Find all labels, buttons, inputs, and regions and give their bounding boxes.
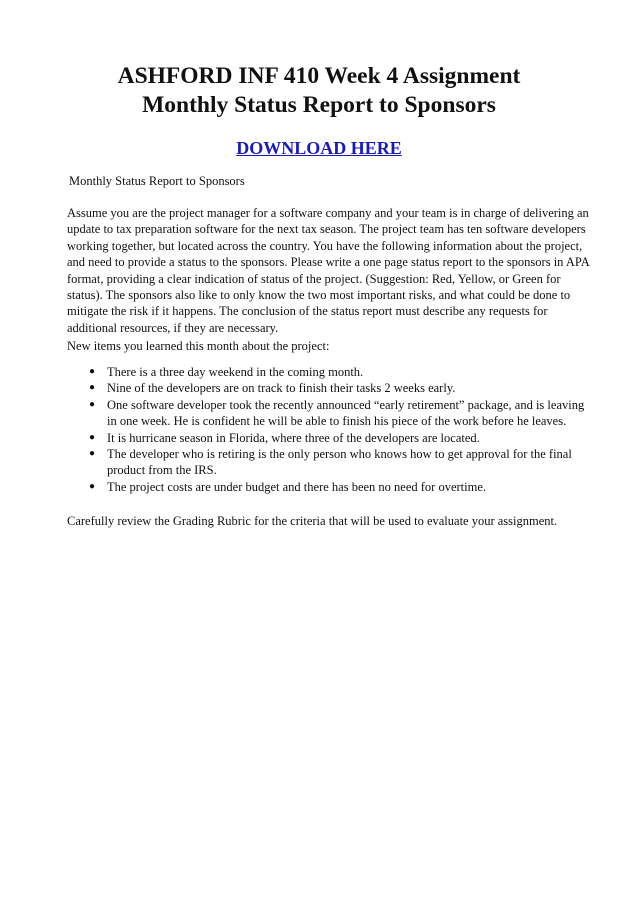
- document-title-line1: ASHFORD INF 410 Week 4 Assignment: [117, 63, 521, 89]
- new-items-heading: New items you learned this month about the project:: [67, 339, 330, 353]
- list-item: [67, 479, 597, 495]
- download-here-link[interactable]: DOWNLOAD HERE: [236, 138, 402, 158]
- list-item-text: There is a three day weekend in the coming month.: [107, 365, 364, 379]
- bullet-icon: ●: [89, 382, 96, 394]
- list-item: [67, 364, 597, 380]
- new-items-list: [67, 364, 597, 495]
- list-item-text: It is hurricane season in Florida, where three of the developers are located.: [107, 430, 480, 445]
- list-item-text: The project costs are under budget and there has been no need for overtime.: [107, 479, 487, 494]
- list-item-text: The developer who is retiring is the only person who knows how to get approval for the final product from the IRS.: [107, 447, 572, 478]
- bullet-icon: ●: [89, 431, 96, 443]
- bullet-icon: ●: [89, 480, 96, 492]
- intro-paragraph: Assume you are the project manager for a software company and your team is in charge of delivering an update to tax preparation software for the next tax season. The project team has ten software developers working together, but located across the country. You have the following information about the project, and need to provide a status to the sponsors. Please write a one page status report to the sponsors in APA format, providing a clear indication of status of the project. (Suggestion: Red, Yellow, or Green for status). The sponsors also like to only know the two most important risks, and what could be done to mitigate the risk if it happens. The conclusion of the status report must describe any requests for additional resources, if they are necessary.: [67, 206, 590, 335]
- list-item: [67, 397, 597, 430]
- download-link-container: [0, 137, 638, 159]
- bullet-icon: ●: [89, 398, 96, 410]
- bullet-icon: ●: [89, 448, 96, 460]
- list-item-text: Nine of the developers are on track to finish their tasks 2 weeks early.: [107, 381, 456, 396]
- list-item-text: One software developer took the recently announced “early retirement” package, and is leaving in one week. He is confident he will be able to finish his piece of the work before he leaves.: [107, 397, 585, 429]
- document-subtitle: Monthly Status Report to Sponsors: [69, 174, 245, 188]
- document-title-line2: Monthly Status Report to Sponsors: [142, 92, 496, 118]
- list-item: [67, 380, 597, 396]
- closing-paragraph: Carefully review the Grading Rubric for the criteria that will be used to evaluate your assignment.: [67, 514, 558, 528]
- list-item: [67, 430, 597, 446]
- bullet-icon: ●: [89, 366, 96, 377]
- list-item: [67, 446, 597, 479]
